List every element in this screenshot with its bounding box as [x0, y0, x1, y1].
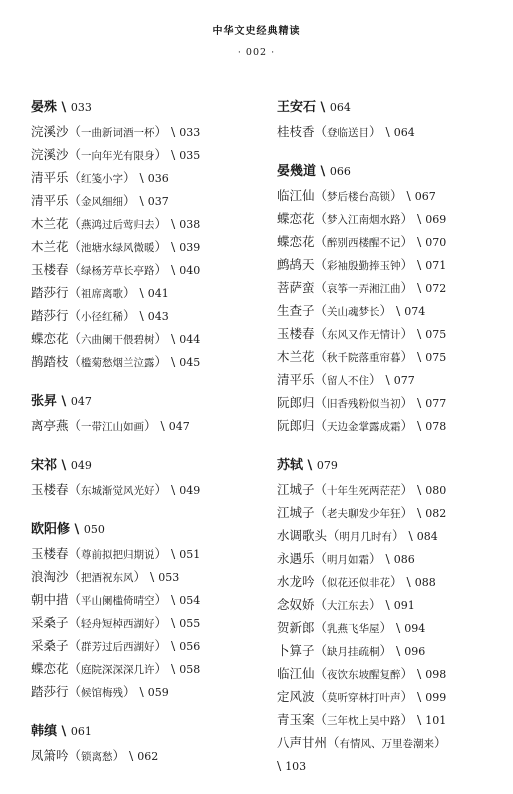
poem-page: 038 — [179, 218, 201, 231]
toc-entry[interactable]: 水龙吟（似花还似非花） \ 088 — [277, 574, 436, 589]
author-heading[interactable]: 宋祁 \ 049 — [31, 458, 92, 473]
poem-first-line: 平山阑槛倚晴空 — [81, 595, 155, 607]
toc-entry[interactable]: 浣溪沙（一向年光有限身） \ 035 — [31, 147, 201, 162]
poem-page: 077 — [425, 397, 447, 410]
poem-first-line: 池塘水绿风微暖 — [81, 242, 155, 254]
poem-page: 049 — [179, 484, 201, 497]
toc-entry[interactable]: 离亭燕（一带江山如画） \ 047 — [31, 418, 190, 433]
poem-tune: 阮郎归 — [277, 418, 315, 433]
toc-entry[interactable]: 木兰花（秋千院落重帘暮） \ 075 — [277, 349, 447, 364]
poem-tune: 浪淘沙 — [31, 569, 69, 584]
poem-page: 070 — [425, 236, 447, 249]
poem-first-line: 关山魂梦长 — [327, 306, 380, 318]
poem-page: 035 — [179, 149, 201, 162]
poem-first-line: 秋千院落重帘暮 — [327, 352, 401, 364]
toc-left-column — [31, 96, 256, 784]
poem-page: 072 — [425, 282, 447, 295]
toc-entry[interactable]: 鹧鸪天（彩袖殷勤捧玉钟） \ 071 — [277, 257, 447, 272]
poem-tune: 永遇乐 — [277, 551, 315, 566]
poem-first-line: 明月几时有 — [339, 531, 393, 543]
poem-tune: 踏莎行 — [31, 308, 69, 323]
poem-tune: 生查子 — [277, 303, 315, 318]
poem-page: 043 — [147, 310, 169, 323]
poem-first-line: 缺月挂疏桐 — [327, 646, 380, 658]
poem-page: 099 — [425, 691, 447, 704]
poem-page: 064 — [393, 126, 415, 139]
toc-entry[interactable]: 木兰花（池塘水绿风微暖） \ 039 — [31, 239, 201, 254]
author-page: 066 — [329, 165, 351, 178]
toc-entry[interactable]: 卜算子（缺月挂疏桐） \ 096 — [277, 643, 426, 658]
author-group — [31, 720, 256, 767]
author-heading[interactable]: 王安石 \ 064 — [277, 100, 351, 115]
poem-page: 059 — [147, 686, 169, 699]
toc-entry[interactable]: 采桑子（轻舟短棹西湖好） \ 055 — [31, 615, 201, 630]
author-name: 欧阳修 — [31, 522, 71, 537]
poem-page: 086 — [393, 553, 415, 566]
author-heading[interactable]: 苏轼 \ 079 — [277, 458, 338, 473]
toc-entry[interactable]: 采桑子（群芳过后西湖好） \ 056 — [31, 638, 201, 653]
poem-first-line: 十年生死两茫茫 — [327, 485, 401, 497]
poem-page: 037 — [147, 195, 169, 208]
poem-first-line: 尊前拟把归期说 — [81, 549, 155, 561]
poem-first-line: 一带江山如画 — [81, 421, 145, 433]
poem-tune: 卜算子 — [277, 643, 315, 658]
toc-entry[interactable]: 阮郎归（旧香残粉似当初） \ 077 — [277, 395, 447, 410]
poem-page: 094 — [404, 622, 426, 635]
poem-tune: 木兰花 — [277, 349, 315, 364]
toc-entry[interactable]: 阮郎归（天边金掌露成霜） \ 078 — [277, 418, 447, 433]
poem-page: 078 — [425, 420, 447, 433]
toc-entry[interactable]: 踏莎行（祖席离歌） \ 041 — [31, 285, 169, 300]
toc-entry[interactable]: 清平乐（留人不住） \ 077 — [277, 372, 415, 387]
poem-page: 047 — [168, 420, 190, 433]
author-page: 033 — [70, 101, 92, 114]
poem-tune: 青玉案 — [277, 712, 315, 727]
poem-page: 054 — [179, 594, 201, 607]
poem-tune: 菩萨蛮 — [277, 280, 315, 295]
poem-page: 067 — [414, 190, 436, 203]
poem-first-line: 登临送目 — [327, 127, 370, 139]
poem-tune: 朝中措 — [31, 592, 69, 607]
toc-entry[interactable]: 念奴娇（大江东去） \ 091 — [277, 597, 415, 612]
poem-tune: 蝶恋花 — [31, 331, 69, 346]
poem-page: 041 — [147, 287, 169, 300]
poem-tune: 清平乐 — [31, 193, 69, 208]
poem-page: 033 — [179, 126, 201, 139]
poem-tune: 江城子 — [277, 482, 315, 497]
poem-tune: 浣溪沙 — [31, 124, 69, 139]
poem-tune: 八声甘州 — [277, 735, 328, 750]
toc-entry[interactable]: 清平乐（红笺小字） \ 036 — [31, 170, 169, 185]
poem-first-line: 六曲阑干偎碧树 — [81, 334, 155, 346]
toc-entry[interactable]: 生查子（关山魂梦长） \ 074 — [277, 303, 426, 318]
toc-entry[interactable]: 玉楼春（东风又作无情计） \ 075 — [277, 326, 447, 341]
toc-entry[interactable]: 蝶恋花（庭院深深深几许） \ 058 — [31, 661, 201, 676]
poem-first-line: 似花还似非花 — [327, 577, 391, 589]
poem-first-line: 旧香残粉似当初 — [327, 398, 401, 410]
poem-first-line: 槛菊愁烟兰泣露 — [81, 357, 155, 369]
poem-tune: 临江仙 — [277, 188, 315, 203]
poem-page: 055 — [179, 617, 201, 630]
poem-first-line: 燕鸿过后莺归去 — [81, 219, 155, 231]
toc-entry[interactable]: 浪淘沙（把酒祝东风） \ 053 — [31, 569, 180, 584]
poem-first-line: 三年枕上吴中路 — [327, 715, 401, 727]
poem-page: 096 — [404, 645, 426, 658]
toc-entry[interactable]: 踏莎行（小径红稀） \ 043 — [31, 308, 169, 323]
poem-page: 077 — [393, 374, 415, 387]
poem-tune: 踏莎行 — [31, 684, 69, 699]
poem-first-line: 红笺小字 — [81, 173, 124, 185]
poem-tune: 桂枝香 — [277, 124, 315, 139]
poem-tune: 采桑子 — [31, 615, 69, 630]
poem-tune: 采桑子 — [31, 638, 69, 653]
author-group — [31, 96, 256, 373]
poem-tune: 水调歌头 — [277, 528, 328, 543]
poem-page: 056 — [179, 640, 201, 653]
toc-entry[interactable]: 踏莎行（候馆梅残） \ 059 — [31, 684, 169, 699]
poem-tune: 玉楼春 — [31, 546, 69, 561]
author-page: 064 — [329, 101, 351, 114]
toc-entry[interactable]: 八声甘州（有情风、万里卷潮来） — [277, 735, 447, 750]
poem-first-line: 小径红稀 — [81, 311, 124, 323]
author-group — [277, 160, 502, 437]
toc-entry[interactable]: 浣溪沙（一曲新词酒一杯） \ 033 — [31, 124, 201, 139]
poem-page: 091 — [393, 599, 415, 612]
poem-tune: 定风波 — [277, 689, 315, 704]
poem-page: 075 — [425, 328, 447, 341]
poem-tune: 浣溪沙 — [31, 147, 69, 162]
poem-tune: 蝶恋花 — [31, 661, 69, 676]
author-group — [31, 454, 256, 501]
poem-page: 098 — [425, 668, 447, 681]
poem-page: 088 — [414, 576, 436, 589]
poem-first-line: 留人不住 — [327, 375, 370, 387]
poem-first-line: 候馆梅残 — [81, 687, 124, 699]
poem-first-line: 群芳过后西湖好 — [81, 641, 155, 653]
toc-entry[interactable]: 朝中措（平山阑槛倚晴空） \ 054 — [31, 592, 201, 607]
poem-first-line: 东风又作无情计 — [327, 329, 401, 341]
poem-first-line: 醉别西楼醒不记 — [327, 237, 401, 249]
poem-page: 053 — [158, 571, 180, 584]
toc-entry[interactable]: 鹊踏枝（槛菊愁烟兰泣露） \ 045 — [31, 354, 201, 369]
poem-page: 080 — [425, 484, 447, 497]
toc-entry[interactable]: 临江仙（夜饮东坡醒复醉） \ 098 — [277, 666, 447, 681]
poem-first-line: 金风细细 — [81, 196, 124, 208]
poem-first-line: 大江东去 — [327, 600, 370, 612]
poem-page: 084 — [416, 530, 438, 543]
poem-page: 075 — [425, 351, 447, 364]
toc-entry[interactable]: 蝶恋花（醉别西楼醒不记） \ 070 — [277, 234, 447, 249]
poem-first-line: 彩袖殷勤捧玉钟 — [327, 260, 401, 272]
poem-tune: 贺新郎 — [277, 620, 315, 635]
poem-first-line: 莫听穿林打叶声 — [327, 692, 401, 704]
toc-entry[interactable]: 临江仙（梦后楼台高锁） \ 067 — [277, 188, 436, 203]
author-name: 王安石 — [277, 100, 317, 115]
author-name: 晏幾道 — [277, 164, 317, 179]
poem-tune: 临江仙 — [277, 666, 315, 681]
author-page: 061 — [70, 725, 92, 738]
poem-tune: 玉楼春 — [31, 482, 69, 497]
poem-tune: 念奴娇 — [277, 597, 315, 612]
poem-tune: 鹧鸪天 — [277, 257, 315, 272]
author-name: 韩缜 — [31, 724, 58, 739]
toc-entry[interactable]: 永遇乐（明月如霜） \ 086 — [277, 551, 415, 566]
author-group — [31, 518, 256, 703]
poem-page: 036 — [147, 172, 169, 185]
poem-first-line: 梦后楼台高锁 — [327, 191, 391, 203]
toc-entry[interactable]: 菩萨蛮（哀筝一弄湘江曲） \ 072 — [277, 280, 447, 295]
author-page: 047 — [70, 395, 92, 408]
toc-entry[interactable]: 玉楼春（尊前拟把归期说） \ 051 — [31, 546, 201, 561]
poem-first-line: 梦入江南烟水路 — [327, 214, 401, 226]
poem-page: 082 — [425, 507, 447, 520]
poem-tune: 蝶恋花 — [277, 211, 315, 226]
poem-page: 062 — [137, 750, 159, 763]
toc-entry[interactable]: 贺新郎（乳燕飞华屋） \ 094 — [277, 620, 426, 635]
poem-first-line: 庭院深深深几许 — [81, 664, 155, 676]
toc-entry[interactable]: 江城子（老夫聊发少年狂） \ 082 — [277, 505, 447, 520]
poem-tune: 木兰花 — [31, 216, 69, 231]
poem-first-line: 夜饮东坡醒复醉 — [327, 669, 401, 681]
author-page: 050 — [83, 523, 105, 536]
poem-first-line: 锁离愁 — [81, 751, 113, 763]
poem-first-line: 一向年光有限身 — [81, 150, 155, 162]
poem-tune: 清平乐 — [277, 372, 315, 387]
toc-entry[interactable]: 玉楼春（绿杨芳草长亭路） \ 040 — [31, 262, 201, 277]
author-page: 079 — [316, 459, 338, 472]
author-name: 宋祁 — [31, 458, 58, 473]
poem-tune: 蝶恋花 — [277, 234, 315, 249]
book-title: 中华文史经典精读 — [212, 26, 301, 37]
toc-entry[interactable]: 江城子（十年生死两茫茫） \ 080 — [277, 482, 447, 497]
poem-first-line: 一曲新词酒一杯 — [81, 127, 155, 139]
poem-first-line: 把酒祝东风 — [81, 572, 134, 584]
poem-tune: 凤箫吟 — [31, 748, 69, 763]
page-header — [0, 22, 513, 58]
poem-tune: 清平乐 — [31, 170, 69, 185]
author-group — [31, 390, 256, 437]
author-name: 晏殊 — [31, 100, 58, 115]
poem-first-line: 天边金掌露成霜 — [327, 421, 401, 433]
poem-tune: 木兰花 — [31, 239, 69, 254]
poem-tune: 鹊踏枝 — [31, 354, 69, 369]
toc-entry[interactable]: 木兰花（燕鸿过后莺归去） \ 038 — [31, 216, 201, 231]
poem-page: 069 — [425, 213, 447, 226]
poem-page: 039 — [179, 241, 201, 254]
poem-page: 045 — [179, 356, 201, 369]
poem-page: 058 — [179, 663, 201, 676]
poem-first-line: 东城渐觉风光好 — [81, 485, 155, 497]
poem-first-line: 明月如霜 — [327, 554, 370, 566]
author-heading[interactable]: 晏幾道 \ 066 — [277, 164, 351, 179]
poem-page: 051 — [179, 548, 201, 561]
poem-first-line: 祖席离歌 — [81, 288, 124, 300]
poem-tune: 玉楼春 — [277, 326, 315, 341]
author-heading[interactable]: 韩缜 \ 061 — [31, 724, 92, 739]
author-name: 张昇 — [31, 394, 58, 409]
toc-entry[interactable]: 青玉案（三年枕上吴中路） \ 101 — [277, 712, 447, 727]
poem-page: 044 — [179, 333, 201, 346]
poem-first-line: 有情风、万里卷潮来 — [339, 738, 435, 750]
poem-tune: 离亭燕 — [31, 418, 69, 433]
poem-page: 040 — [179, 264, 201, 277]
author-name: 苏轼 — [277, 458, 304, 473]
poem-first-line: 绿杨芳草长亭路 — [81, 265, 155, 277]
toc-entry[interactable]: 定风波（莫听穿林打叶声） \ 099 — [277, 689, 447, 704]
poem-page: 071 — [425, 259, 447, 272]
poem-tune: 踏莎行 — [31, 285, 69, 300]
toc-entry[interactable]: 蝶恋花（六曲阑干偎碧树） \ 044 — [31, 331, 201, 346]
author-heading[interactable]: 欧阳修 \ 050 — [31, 522, 105, 537]
author-group — [277, 454, 502, 777]
page-number: · 002 · — [237, 47, 276, 58]
poem-page: 074 — [404, 305, 426, 318]
author-group — [277, 96, 502, 143]
toc-entry[interactable]: 桂枝香（登临送目） \ 064 — [277, 124, 415, 139]
poem-first-line: 乳燕飞华屋 — [327, 623, 380, 635]
author-heading[interactable]: 张昇 \ 047 — [31, 394, 92, 409]
poem-tune: 玉楼春 — [31, 262, 69, 277]
poem-first-line: 老夫聊发少年狂 — [327, 508, 401, 520]
toc-entry[interactable]: 清平乐（金风细细） \ 037 — [31, 193, 169, 208]
poem-page: 101 — [425, 714, 447, 727]
toc-entry[interactable]: 蝶恋花（梦入江南烟水路） \ 069 — [277, 211, 447, 226]
author-heading[interactable]: 晏殊 \ 033 — [31, 100, 92, 115]
toc-entry[interactable]: 凤箫吟（锁离愁） \ 062 — [31, 748, 159, 763]
poem-tune: 江城子 — [277, 505, 315, 520]
poem-page: 103 — [285, 760, 307, 773]
toc-entry-continued: \ 103 — [277, 758, 307, 773]
poem-first-line: 哀筝一弄湘江曲 — [327, 283, 401, 295]
poem-first-line: 轻舟短棹西湖好 — [81, 618, 155, 630]
toc-right-column — [277, 96, 502, 794]
poem-tune: 水龙吟 — [277, 574, 315, 589]
toc-entry[interactable]: 水调歌头（明月几时有） \ 084 — [277, 528, 438, 543]
toc-entry[interactable]: 玉楼春（东城渐觉风光好） \ 049 — [31, 482, 201, 497]
poem-tune: 阮郎归 — [277, 395, 315, 410]
author-page: 049 — [70, 459, 92, 472]
